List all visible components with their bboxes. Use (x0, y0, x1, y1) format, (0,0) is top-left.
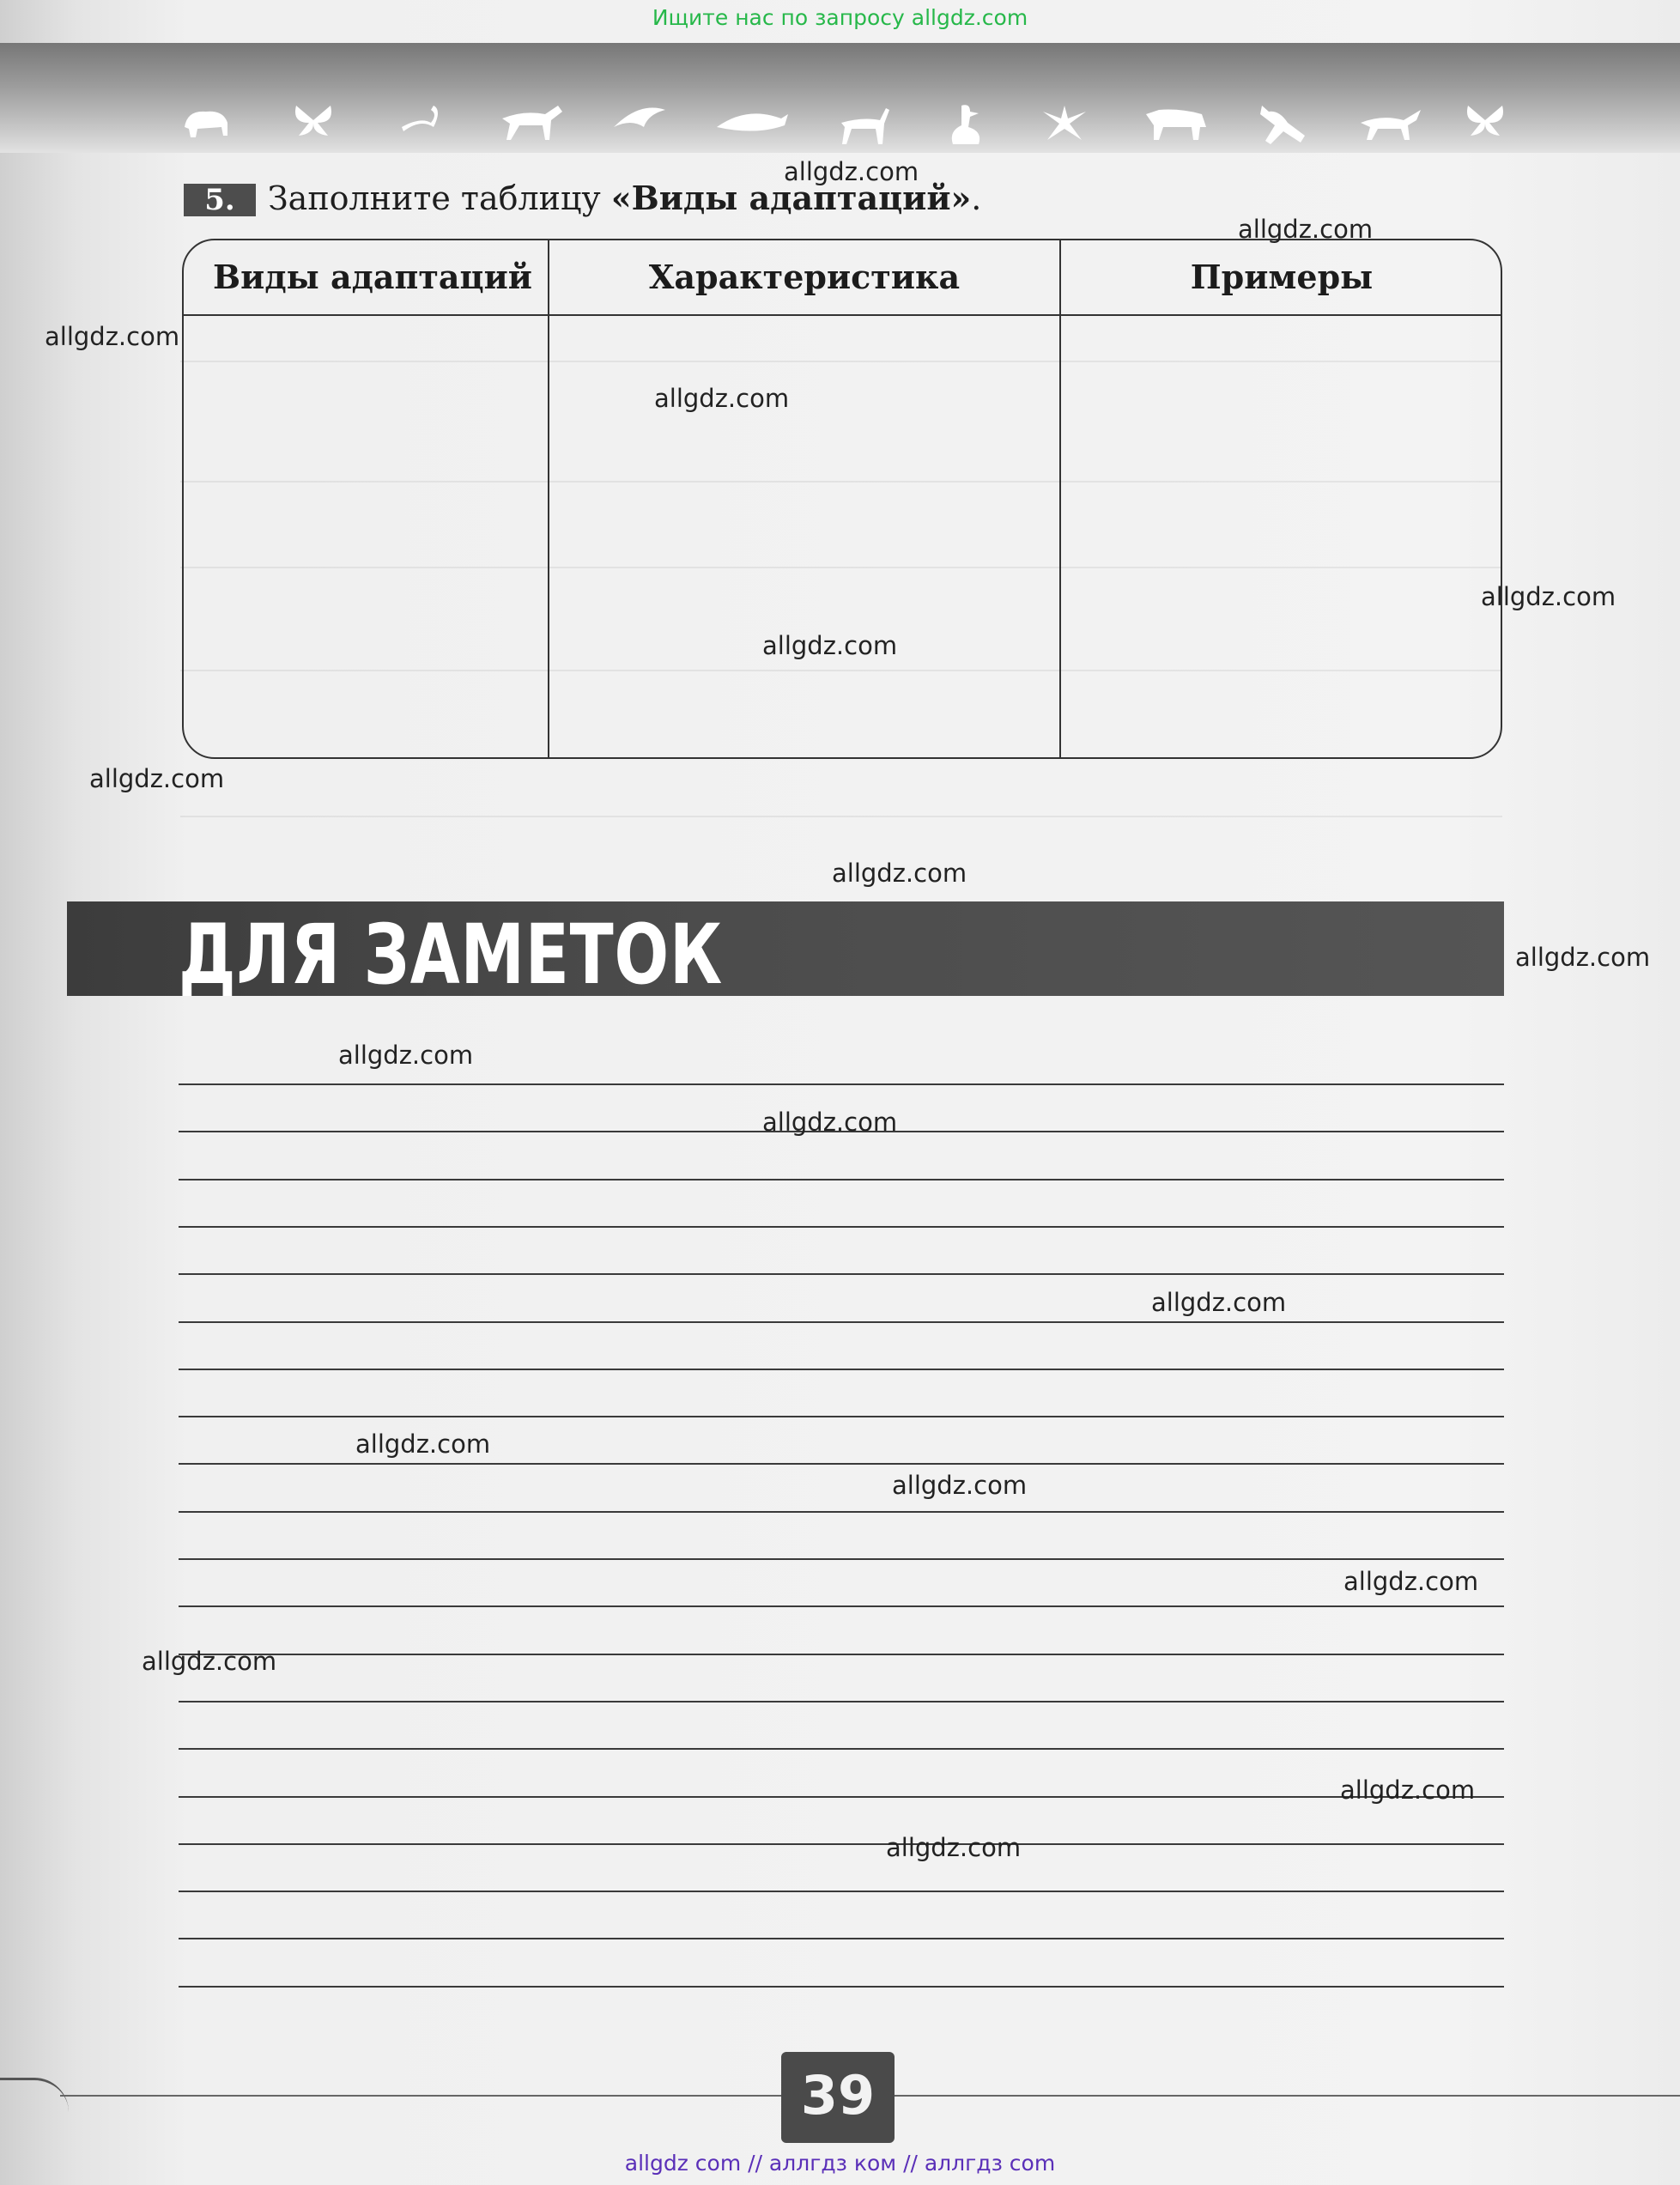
task-text-prefix: Заполните таблицу (268, 179, 611, 217)
dolphin-icon (713, 101, 790, 140)
watermark: allgdz.com (89, 764, 225, 793)
note-line (179, 1558, 1504, 1560)
notes-title: ДЛЯ ЗАМЕТОК (179, 907, 723, 1003)
note-line (179, 1843, 1504, 1845)
duck-icon (944, 101, 987, 149)
note-line (179, 1463, 1504, 1465)
adaptation-types-table (182, 239, 1502, 759)
task-text-suffix: . (971, 179, 982, 217)
watermark: allgdz.com (1151, 1288, 1287, 1317)
watermark: allgdz.com (762, 1108, 898, 1137)
table-column-divider (1059, 240, 1061, 757)
top-search-hint[interactable]: Ищите нас по запросу allgdz.com (652, 5, 1028, 30)
page-number-box (781, 2052, 895, 2143)
note-line (179, 1321, 1504, 1323)
note-line (179, 1986, 1504, 1988)
watermark: allgdz.com (762, 631, 898, 660)
note-line (179, 1273, 1504, 1275)
note-line (179, 1179, 1504, 1181)
watermark: allgdz.com (142, 1647, 277, 1676)
watermark: allgdz.com (784, 157, 919, 186)
scorpion-icon (395, 101, 446, 140)
page-number: 39 (800, 2064, 876, 2127)
task-text-bold: «Виды адаптаций» (610, 179, 972, 217)
lizard-icon (1356, 101, 1425, 144)
watermark: allgdz.com (45, 322, 180, 351)
note-line (179, 1369, 1504, 1370)
bison-icon (180, 101, 232, 144)
note-line (179, 1796, 1504, 1798)
table-column-divider (548, 240, 549, 757)
watermark: allgdz.com (832, 859, 967, 888)
horse-icon (498, 101, 567, 144)
cow-icon (1142, 101, 1210, 144)
table-header-examples: Примеры (1190, 258, 1374, 296)
note-line (179, 1938, 1504, 1939)
butterfly-icon (1464, 101, 1507, 140)
watermark: allgdz.com (355, 1429, 491, 1459)
watermark: allgdz.com (1515, 943, 1651, 972)
task-number-badge: 5. (184, 184, 256, 216)
note-line (179, 1226, 1504, 1228)
notes-section-header (67, 901, 1504, 1003)
note-line (179, 1654, 1504, 1655)
cat-icon (1253, 101, 1313, 149)
insect-icon (1039, 101, 1090, 144)
note-line (179, 1605, 1504, 1607)
note-line (179, 1891, 1504, 1892)
note-line (179, 1416, 1504, 1417)
watermark: allgdz.com (1481, 582, 1616, 611)
table-header-adaptation-types: Виды адаптаций (213, 258, 532, 296)
bird-icon (610, 101, 670, 136)
bleed-line (180, 798, 1502, 817)
note-line (179, 1511, 1504, 1513)
watermark: allgdz.com (1238, 215, 1374, 244)
watermark: allgdz.com (1340, 1775, 1476, 1805)
deer-icon (833, 101, 893, 149)
note-line (179, 1083, 1504, 1085)
watermark: allgdz.com (892, 1471, 1028, 1500)
watermark: allgdz.com (338, 1041, 474, 1070)
note-line (179, 1701, 1504, 1702)
table-header-characteristic: Характеристика (648, 258, 961, 296)
watermark: allgdz.com (654, 384, 790, 413)
footer-links[interactable]: allgdz com // аллгдз ком // аллгдз com (624, 2151, 1056, 2176)
animal-silhouette-row (180, 101, 1519, 153)
watermark: allgdz.com (1343, 1567, 1479, 1596)
watermark: allgdz.com (886, 1833, 1022, 1862)
note-line (179, 1748, 1504, 1750)
butterfly-icon (292, 101, 335, 140)
